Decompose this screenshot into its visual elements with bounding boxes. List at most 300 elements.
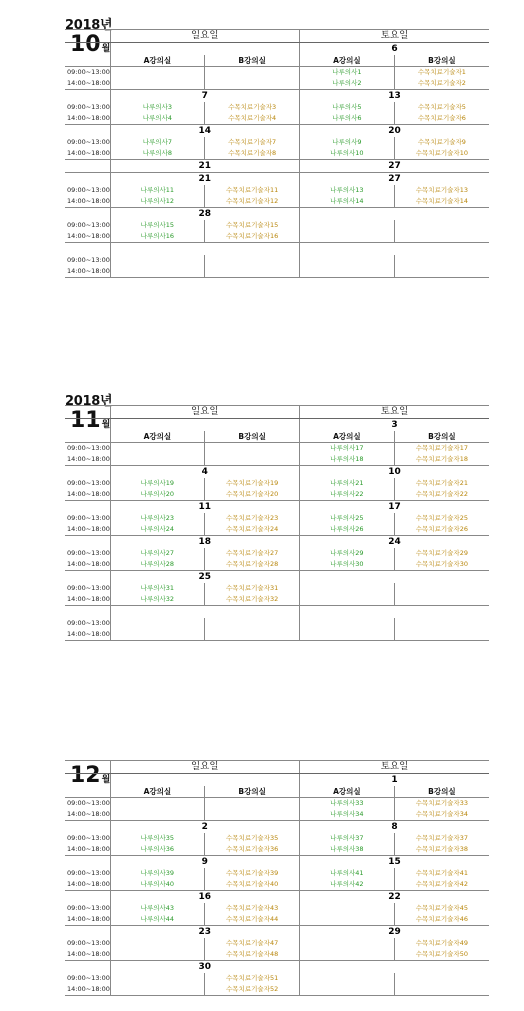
saturday-date: 27 <box>300 160 490 173</box>
time-slot-row <box>65 478 489 489</box>
room-b-entry: 수목치료기술자20 <box>205 489 300 501</box>
date-row <box>65 961 489 974</box>
saturday-header: 토요일 <box>300 406 490 419</box>
time-slot-row <box>65 513 489 524</box>
time-slot: 14:00~18:00 <box>65 113 110 125</box>
room-a-entry: 나루의사17 <box>300 443 395 455</box>
room-a-entry: 나루의사13 <box>300 185 395 196</box>
date-row-spacer <box>65 208 110 221</box>
saturday-date: 22 <box>300 891 490 904</box>
room-b-entry: 수목치료기술자41 <box>394 868 489 879</box>
weekday-header-row <box>65 30 489 43</box>
time-slot-row <box>65 594 489 606</box>
saturday-date: 13 <box>300 90 490 103</box>
room-b-entry: 수목치료기술자19 <box>205 478 300 489</box>
room-b-entry: 수목치료기술자16 <box>205 231 300 243</box>
room-b-entry: 수목치료기술자9 <box>394 137 489 148</box>
sunday-date: 11 <box>110 501 300 514</box>
year-label: 2018년 <box>65 394 113 409</box>
time-slot-row <box>65 809 489 821</box>
room-a-entry: 나루의사40 <box>110 879 205 891</box>
room-a-entry: 나루의사10 <box>300 148 395 160</box>
room-b-entry <box>394 266 489 278</box>
room-a-entry: 나루의사28 <box>110 559 205 571</box>
room-a-entry: 나루의사33 <box>300 798 395 810</box>
time-slot: 14:00~18:00 <box>65 629 110 641</box>
saturday-date <box>300 208 490 221</box>
year-label: 2018년 <box>65 18 113 33</box>
sunday-date <box>110 419 300 432</box>
room-a-entry: 나루의사11 <box>110 185 205 196</box>
room-b-entry: 수목치료기술자31 <box>205 583 300 594</box>
date-row <box>65 419 489 432</box>
room-a-entry: 나루의사24 <box>110 524 205 536</box>
room-b-entry: 수목치료기술자12 <box>205 196 300 208</box>
room-b-entry: 수목치료기술자24 <box>205 524 300 536</box>
time-slot: 09:00~13:00 <box>67 799 110 807</box>
time-slot-row <box>65 798 489 810</box>
time-slot: 09:00~13:00 <box>67 444 110 452</box>
room-b-entry: 수목치료기술자44 <box>205 914 300 926</box>
room-a-entry: 나루의사42 <box>300 879 395 891</box>
saturday-date: 3 <box>300 419 490 432</box>
saturday-date <box>300 243 490 256</box>
date-row-spacer <box>65 90 110 103</box>
sunday-date: 4 <box>110 466 300 479</box>
room-b-entry <box>394 231 489 243</box>
date-row-spacer <box>65 243 110 256</box>
room-b-entry: 수목치료기술자27 <box>205 548 300 559</box>
room-b-entry <box>394 220 489 231</box>
room-a-entry <box>110 454 205 466</box>
time-slot: 14:00~18:00 <box>65 559 110 571</box>
saturday-date: 29 <box>300 926 490 939</box>
room-a-entry: 나루의사7 <box>110 137 205 148</box>
room-b-entry <box>205 266 300 278</box>
month-suffix: 월 <box>101 44 111 54</box>
time-slot: 09:00~13:00 <box>67 186 110 194</box>
corner-cell <box>65 406 110 419</box>
saturday-date: 6 <box>300 43 490 56</box>
time-slot: 09:00~13:00 <box>67 68 110 76</box>
room-a-entry <box>110 809 205 821</box>
date-row <box>65 571 489 584</box>
room-b-entry: 수목치료기술자36 <box>205 844 300 856</box>
room-b-entry <box>205 454 300 466</box>
time-slot-row <box>65 524 489 536</box>
date-row-spacer <box>65 606 110 619</box>
room-a-entry <box>300 266 395 278</box>
room-b-entry: 수목치료기술자22 <box>394 489 489 501</box>
room-b-entry: 수목치료기술자17 <box>394 443 489 455</box>
room-a-entry: 나루의사19 <box>110 478 205 489</box>
room-a-entry: 나루의사1 <box>300 67 395 79</box>
room-b-entry: 수목치료기술자1 <box>394 67 489 79</box>
room-b-header: B강의실 <box>394 431 489 443</box>
saturday-date <box>300 961 490 974</box>
sunday-date: 23 <box>110 926 300 939</box>
time-slot-row <box>65 78 489 90</box>
room-a-entry <box>300 618 395 629</box>
sunday-date: 21 <box>110 173 300 186</box>
room-a-entry: 나루의사3 <box>110 102 205 113</box>
sunday-date <box>110 774 300 787</box>
sunday-date <box>110 606 300 619</box>
room-b-entry: 수목치료기술자3 <box>205 102 300 113</box>
date-row <box>65 90 489 103</box>
room-b-entry <box>205 809 300 821</box>
room-header-spacer <box>65 786 110 798</box>
time-slot-row <box>65 255 489 266</box>
room-a-entry <box>110 618 205 629</box>
room-b-entry: 수목치료기술자38 <box>394 844 489 856</box>
date-row-spacer <box>65 501 110 514</box>
room-a-entry: 나루의사12 <box>110 196 205 208</box>
month-calendar-12 <box>65 745 489 995</box>
time-slot: 14:00~18:00 <box>65 984 110 996</box>
time-slot-row <box>65 548 489 559</box>
sunday-date: 2 <box>110 821 300 834</box>
room-a-entry: 나루의사27 <box>110 548 205 559</box>
room-a-header: A강의실 <box>300 431 395 443</box>
saturday-date <box>300 606 490 619</box>
saturday-date: 1 <box>300 774 490 787</box>
room-a-entry: 나루의사25 <box>300 513 395 524</box>
room-b-entry <box>205 78 300 90</box>
room-a-entry <box>110 938 205 949</box>
saturday-header: 토요일 <box>300 30 490 43</box>
room-a-entry: 나루의사38 <box>300 844 395 856</box>
sunday-date: 30 <box>110 961 300 974</box>
room-a-entry: 나루의사35 <box>110 833 205 844</box>
sunday-date: 25 <box>110 571 300 584</box>
time-slot-row <box>65 266 489 278</box>
date-row <box>65 774 489 787</box>
time-slot-row <box>65 903 489 914</box>
date-row <box>65 160 489 173</box>
room-a-entry <box>300 914 395 926</box>
time-slot-row <box>65 833 489 844</box>
date-row <box>65 501 489 514</box>
room-b-entry <box>394 255 489 266</box>
sunday-date <box>110 43 300 56</box>
room-b-entry: 수목치료기술자23 <box>205 513 300 524</box>
room-a-entry <box>300 938 395 949</box>
room-b-entry: 수목치료기술자49 <box>394 938 489 949</box>
room-header-spacer <box>65 431 110 443</box>
weekday-header-row <box>65 761 489 774</box>
room-a-entry: 나루의사26 <box>300 524 395 536</box>
time-slot: 09:00~13:00 <box>67 974 110 982</box>
room-a-entry <box>300 949 395 961</box>
room-a-entry <box>300 220 395 231</box>
room-header-spacer <box>65 55 110 67</box>
room-b-entry: 수목치료기술자2 <box>394 78 489 90</box>
room-a-header: A강의실 <box>110 55 205 67</box>
time-slot-row <box>65 137 489 148</box>
saturday-date: 20 <box>300 125 490 138</box>
saturday-date: 24 <box>300 536 490 549</box>
sunday-date: 7 <box>110 90 300 103</box>
time-slot: 09:00~13:00 <box>67 103 110 111</box>
time-slot: 14:00~18:00 <box>65 844 110 856</box>
date-row-spacer <box>65 856 110 869</box>
room-a-entry <box>110 78 205 90</box>
time-slot: 14:00~18:00 <box>65 231 110 243</box>
room-a-entry <box>300 255 395 266</box>
corner-cell <box>65 30 110 43</box>
room-b-entry: 수목치료기술자13 <box>394 185 489 196</box>
room-a-entry <box>300 231 395 243</box>
room-b-entry: 수목치료기술자10 <box>394 148 489 160</box>
room-a-entry <box>300 973 395 984</box>
room-b-entry: 수목치료기술자6 <box>394 113 489 125</box>
time-slot: 14:00~18:00 <box>65 594 110 606</box>
room-b-entry: 수목치료기술자50 <box>394 949 489 961</box>
time-slot: 14:00~18:00 <box>65 78 110 90</box>
sunday-date: 16 <box>110 891 300 904</box>
date-row <box>65 243 489 256</box>
room-a-entry <box>110 67 205 79</box>
room-a-entry: 나루의사29 <box>300 548 395 559</box>
room-b-entry: 수목치료기술자29 <box>394 548 489 559</box>
room-b-entry: 수목치료기술자47 <box>205 938 300 949</box>
sunday-date: 21 <box>110 160 300 173</box>
schedule-table <box>65 405 489 641</box>
sunday-header: 일요일 <box>110 761 300 774</box>
time-slot-row <box>65 67 489 79</box>
time-slot-row <box>65 231 489 243</box>
date-row <box>65 891 489 904</box>
sunday-date: 9 <box>110 856 300 869</box>
room-a-entry: 나루의사37 <box>300 833 395 844</box>
room-b-header: B강의실 <box>205 55 300 67</box>
date-row-repeat <box>65 173 489 186</box>
room-a-entry: 나루의사39 <box>110 868 205 879</box>
room-b-entry <box>394 594 489 606</box>
room-a-entry: 나루의사8 <box>110 148 205 160</box>
month-calendar-10 <box>65 14 489 275</box>
room-b-entry: 수목치료기술자35 <box>205 833 300 844</box>
room-b-entry: 수목치료기술자51 <box>205 973 300 984</box>
date-row-spacer <box>65 43 110 56</box>
room-a-entry: 나루의사34 <box>300 809 395 821</box>
room-b-entry: 수목치료기술자11 <box>205 185 300 196</box>
time-slot: 09:00~13:00 <box>67 549 110 557</box>
room-a-entry <box>110 266 205 278</box>
time-slot: 09:00~13:00 <box>67 869 110 877</box>
month-calendar-11 <box>65 390 489 640</box>
room-b-entry <box>205 255 300 266</box>
room-a-entry: 나루의사18 <box>300 454 395 466</box>
room-b-entry: 수목치료기술자45 <box>394 903 489 914</box>
room-b-entry: 수목치료기술자42 <box>394 879 489 891</box>
date-row-spacer <box>65 571 110 584</box>
room-a-entry: 나루의사14 <box>300 196 395 208</box>
room-b-entry <box>205 618 300 629</box>
time-slot: 09:00~13:00 <box>67 138 110 146</box>
time-slot-row <box>65 454 489 466</box>
time-slot: 14:00~18:00 <box>65 489 110 501</box>
room-a-entry: 나루의사4 <box>110 113 205 125</box>
room-a-entry: 나루의사32 <box>110 594 205 606</box>
time-slot-row <box>65 618 489 629</box>
time-slot: 09:00~13:00 <box>67 514 110 522</box>
time-slot-row <box>65 984 489 996</box>
room-a-entry: 나루의사6 <box>300 113 395 125</box>
date-row-spacer <box>65 891 110 904</box>
sunday-header: 일요일 <box>110 30 300 43</box>
sunday-date: 14 <box>110 125 300 138</box>
date-row <box>65 821 489 834</box>
room-b-entry: 수목치료기술자15 <box>205 220 300 231</box>
time-slot: 14:00~18:00 <box>65 914 110 926</box>
month-suffix: 월 <box>101 420 111 430</box>
room-b-entry: 수목치료기술자39 <box>205 868 300 879</box>
time-slot-row <box>65 629 489 641</box>
room-b-entry <box>394 984 489 996</box>
room-b-entry: 수목치료기술자43 <box>205 903 300 914</box>
room-a-entry: 나루의사23 <box>110 513 205 524</box>
date-row <box>65 606 489 619</box>
time-slot-row <box>65 879 489 891</box>
room-a-header: A강의실 <box>110 786 205 798</box>
time-slot-row <box>65 220 489 231</box>
date-row-spacer <box>65 173 110 186</box>
room-a-entry: 나루의사9 <box>300 137 395 148</box>
room-b-entry <box>394 583 489 594</box>
time-slot: 09:00~13:00 <box>67 939 110 947</box>
time-slot-row <box>65 949 489 961</box>
room-a-entry: 나루의사15 <box>110 220 205 231</box>
date-row-spacer <box>65 125 110 138</box>
room-b-entry: 수목치료기술자37 <box>394 833 489 844</box>
room-a-entry <box>110 984 205 996</box>
room-a-entry: 나루의사44 <box>110 914 205 926</box>
room-a-entry: 나루의사30 <box>300 559 395 571</box>
month-suffix: 월 <box>101 775 111 785</box>
time-slot-row <box>65 196 489 208</box>
sunday-header: 일요일 <box>110 406 300 419</box>
time-slot-row <box>65 583 489 594</box>
corner-cell <box>65 761 110 774</box>
sunday-date: 28 <box>110 208 300 221</box>
saturday-date: 10 <box>300 466 490 479</box>
time-slot-row <box>65 973 489 984</box>
date-row-spacer <box>65 821 110 834</box>
time-slot: 09:00~13:00 <box>67 904 110 912</box>
month-number: 12 <box>70 763 101 788</box>
time-slot: 09:00~13:00 <box>67 584 110 592</box>
room-a-entry <box>110 798 205 810</box>
time-slot: 09:00~13:00 <box>67 834 110 842</box>
room-b-entry: 수목치료기술자14 <box>394 196 489 208</box>
time-slot-row <box>65 185 489 196</box>
saturday-date: 27 <box>300 173 490 186</box>
room-a-entry: 나루의사5 <box>300 102 395 113</box>
time-slot: 14:00~18:00 <box>65 266 110 278</box>
room-a-entry: 나루의사21 <box>300 478 395 489</box>
room-b-entry: 수목치료기술자25 <box>394 513 489 524</box>
room-b-entry: 수목치료기술자52 <box>205 984 300 996</box>
time-slot: 14:00~18:00 <box>65 879 110 891</box>
date-row-spacer <box>65 774 110 787</box>
room-b-entry: 수목치료기술자30 <box>394 559 489 571</box>
room-header-row <box>65 55 489 67</box>
room-b-header: B강의실 <box>205 431 300 443</box>
room-a-entry: 나루의사22 <box>300 489 395 501</box>
room-a-entry <box>300 594 395 606</box>
time-slot-row <box>65 868 489 879</box>
room-b-entry: 수목치료기술자34 <box>394 809 489 821</box>
time-slot-row <box>65 844 489 856</box>
date-row <box>65 536 489 549</box>
room-a-header: A강의실 <box>110 431 205 443</box>
schedule-table <box>65 29 489 278</box>
room-b-entry: 수목치료기술자28 <box>205 559 300 571</box>
room-a-entry <box>110 255 205 266</box>
room-b-entry <box>205 67 300 79</box>
time-slot: 14:00~18:00 <box>65 809 110 821</box>
time-slot: 09:00~13:00 <box>67 256 110 264</box>
sunday-date: 18 <box>110 536 300 549</box>
time-slot-row <box>65 443 489 455</box>
room-b-entry: 수목치료기술자21 <box>394 478 489 489</box>
room-a-header: A강의실 <box>300 55 395 67</box>
time-slot: 09:00~13:00 <box>67 221 110 229</box>
time-slot: 14:00~18:00 <box>65 196 110 208</box>
time-slot: 14:00~18:00 <box>65 949 110 961</box>
schedule-table <box>65 760 489 996</box>
saturday-date: 8 <box>300 821 490 834</box>
room-a-header: A강의실 <box>300 786 395 798</box>
time-slot-row <box>65 113 489 125</box>
room-b-entry <box>394 618 489 629</box>
time-slot-row <box>65 148 489 160</box>
date-row-spacer <box>65 961 110 974</box>
date-row-spacer <box>65 536 110 549</box>
room-b-entry: 수목치료기술자26 <box>394 524 489 536</box>
room-b-entry <box>394 629 489 641</box>
room-b-entry: 수목치료기술자7 <box>205 137 300 148</box>
room-b-header: B강의실 <box>394 55 489 67</box>
room-b-entry <box>205 443 300 455</box>
saturday-date: 17 <box>300 501 490 514</box>
weekday-header-row <box>65 406 489 419</box>
time-slot: 09:00~13:00 <box>67 619 110 627</box>
room-a-entry <box>110 629 205 641</box>
time-slot-row <box>65 102 489 113</box>
date-row-spacer <box>65 466 110 479</box>
saturday-header: 토요일 <box>300 761 490 774</box>
room-a-entry <box>300 629 395 641</box>
saturday-date: 15 <box>300 856 490 869</box>
room-b-entry <box>205 798 300 810</box>
date-row <box>65 856 489 869</box>
room-a-entry <box>110 973 205 984</box>
time-slot-row <box>65 559 489 571</box>
room-b-entry: 수목치료기술자5 <box>394 102 489 113</box>
room-a-entry <box>300 583 395 594</box>
time-slot: 14:00~18:00 <box>65 148 110 160</box>
date-row <box>65 125 489 138</box>
room-header-row <box>65 786 489 798</box>
room-b-entry: 수목치료기술자48 <box>205 949 300 961</box>
room-a-entry <box>300 984 395 996</box>
date-row <box>65 208 489 221</box>
date-row-spacer <box>65 419 110 432</box>
room-a-entry <box>110 443 205 455</box>
